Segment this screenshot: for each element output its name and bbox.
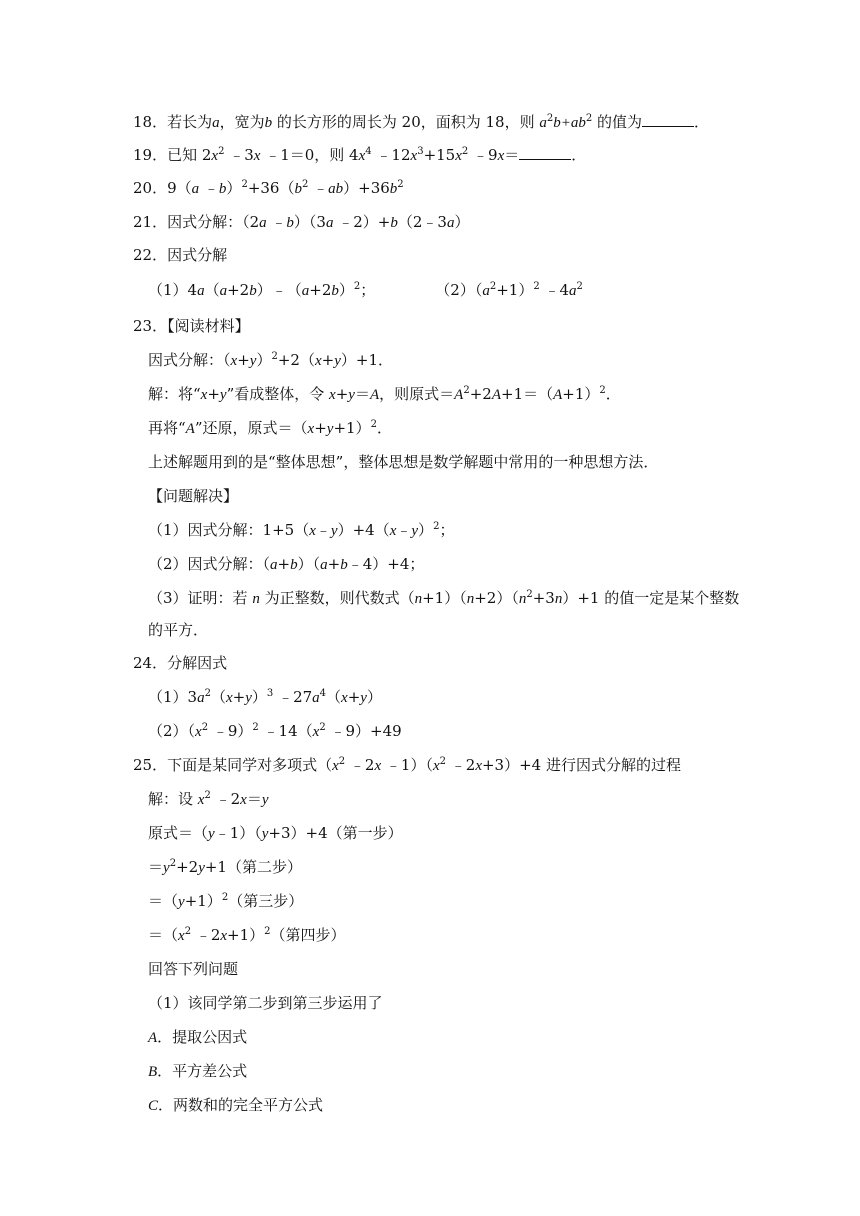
question-24: 24．分解因式 [133,654,228,672]
question-25: 25．下面是某同学对多项式（$x^2$ ﹣2x $﹣1)(x^2$ ﹣2x+3）+4 进行因式分解的过程 [133,756,681,774]
q25-option-b[interactable]: B．平方差公式 [148,1062,248,1080]
question-18: 18．若长为a，宽为b 的长方形的周长为 20，面积为 18，则 $a^2b+ab^2$ 的值为 ． [133,113,710,131]
question-number: 24． [133,654,168,672]
q23-line-3: 再将“A”还原，原式$=(x+y+1)^2$． [148,419,392,437]
q25-line-4: $=(y+1)^2$（第三步） [148,892,304,910]
q23-line-4: 上述解题用到的是“整体思想”，整体思想是数学解题中常用的一种思想方法． [148,453,659,471]
question-23: 23．【阅读材料】 [133,317,250,335]
question-20: 20．9（a $﹣b)^2+36(b^2$ $﹣ab)+36b^2$ [133,179,404,197]
q25-option-c[interactable]: C．两数和的完全平方公式 [148,1096,324,1114]
question-number: 22． [133,246,168,264]
question-number: 21． [133,213,168,231]
question-19: 19．已知 $2x^2$ ﹣3x ﹣1＝0，则 $4x^4$ $﹣12x^3+15x^2$ ﹣9x＝ ． [133,146,587,164]
q25-line-5: $=(x^2$ ﹣2x+1）$^2$（第四步） [148,926,346,944]
q25-line-2: 原式＝（y﹣1）（y+3）+4（第一步） [148,824,403,842]
question-number: 25． [133,756,168,774]
q24-sub-2: $(2)(x^2$ ﹣9）$^2$ $﹣14(x^2$ ﹣9）+49 [148,722,402,740]
q23-sub-3-cont: 的平方． [148,621,209,639]
q23-sub-3: （3）证明：若 n 为正整数，则代数式$(n+1)(n+2)(n^2+3n)+1$ 的值一定是某个整数 [148,589,740,607]
question-number: 18． [133,113,168,131]
q23-sub-2: （2）因式分解：（a+b）（a+b﹣4）+4； [148,555,425,573]
q25-option-a[interactable]: A．提取公因式 [148,1028,248,1046]
q23-sub-1: （1）因式分解：1+5（x﹣y）+4（x﹣y）$^2$； [148,521,455,539]
question-21: 21．因式分解：（2a ﹣b）（3a ﹣2）+b（2﹣3a） [133,213,470,231]
q23-line-2: 解：将“x+y”看成整体，令 x+y＝A，则原式$=A^2+2A+1=(A+1)^2$． [148,385,621,403]
q25-line-6: 回答下列问题 [148,960,239,978]
q23-subtitle: 【问题解决】 [148,487,239,505]
q25-line-1: 解：设 $x^2$ ﹣2x＝y [148,790,269,808]
question-number: 20． [133,179,168,197]
answer-blank[interactable] [642,114,694,127]
question-22: 22．因式分解 [133,246,228,264]
q24-sub-1: $(1)3a^2(x+y)^3$ $﹣27a^4(x+y)$ [148,688,382,706]
answer-blank[interactable] [519,147,571,160]
q25-line-3: $=y^2+2y+1$（第二步） [148,858,302,876]
q25-line-7: （1）该同学第二步到第三步运用了 [148,994,383,1012]
question-number: 19． [133,146,168,164]
q23-line-1: 因式分解：$(x+y)^2+2(x+y)+1$． [148,351,393,369]
question-22-subparts: $(1)4a(a+2b)﹣(a+2b)^2$； $(2)(a^2+1)^2$ $﹣4a^2$ [148,281,583,299]
question-number: 23． [133,317,168,335]
